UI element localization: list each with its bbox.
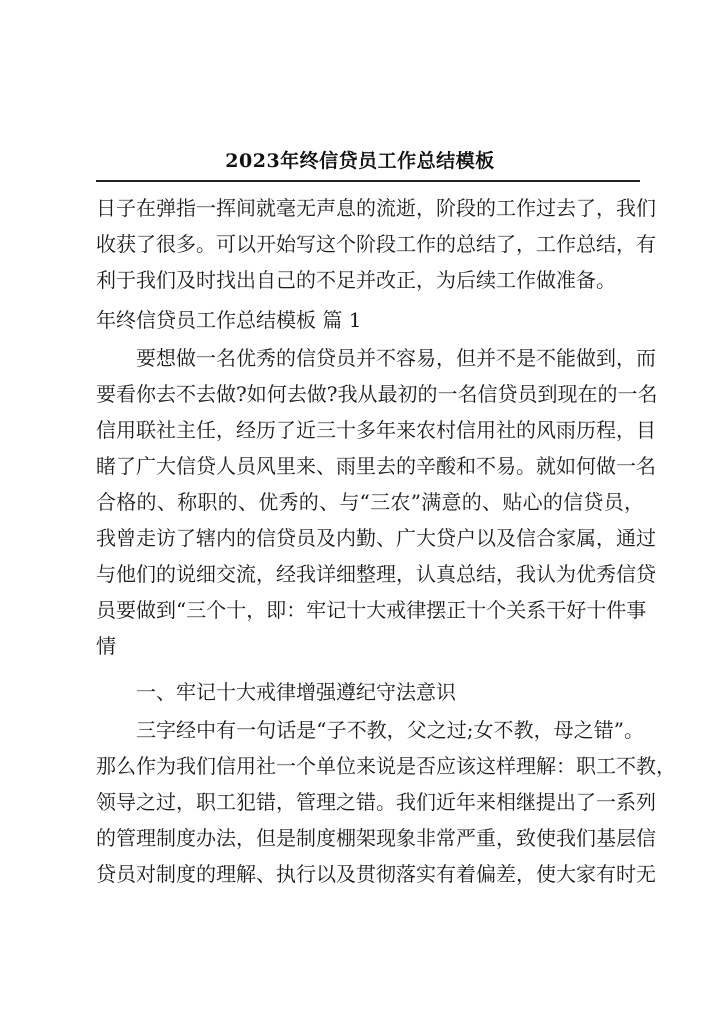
para2-line-4: 的管理制度办法，但是制度棚架现象非常严重，致使我们基层信	[96, 826, 656, 850]
intro-line-3: 利于我们及时找出自己的不足并改正，为后续工作做准备。	[96, 268, 616, 292]
para2-line-5: 贷员对制度的理解、执行以及贯彻落实有着偏差，使大家有时无	[96, 862, 656, 886]
title-divider	[96, 180, 640, 182]
intro-line-2: 收获了很多。可以开始写这个阶段工作的总结了，工作总结，有	[96, 232, 656, 256]
para1-line-5: 合格的、称职的、优秀的、与“三农”满意的、贴心的信贷员，	[96, 490, 644, 514]
para1-line-7: 与他们的说细交流，经我详细整理，认真总结，我认为优秀信贷	[96, 562, 656, 586]
para1-line-3: 信用联社主任，经历了近三十多年来农村信用社的风雨历程，目	[96, 418, 656, 442]
para1-line-4: 睹了广大信贷人员风里来、雨里去的辛酸和不易。就如何做一名	[96, 454, 656, 478]
document-title: 2023年终信贷员工作总结模板	[225, 150, 495, 172]
para1-line-1: 要想做一名优秀的信贷员并不容易，但并不是不能做到，而	[136, 346, 656, 370]
para2-line-3: 领导之过，职工犯错，管理之错。我们近年来相继提出了一系列	[96, 790, 656, 814]
intro-line-1: 日子在弹指一挥间就毫无声息的流逝，阶段的工作过去了，我们	[96, 196, 656, 220]
para1-line-2: 要看你去不去做?如何去做?我从最初的一名信贷员到现在的一名	[96, 382, 658, 406]
para1-line-8: 员要做到“三个十，即：牢记十大戒律摆正十个关系干好十件事	[96, 598, 647, 622]
para1-line-9: 情	[96, 634, 116, 658]
section-title: 年终信贷员工作总结模板 篇 1	[96, 308, 362, 332]
subheading: 一、牢记十大戒律增强遵纪守法意识	[136, 680, 456, 704]
para1-line-6: 我曾走访了辖内的信贷员及内勤、广大贷户以及信合家属，通过	[96, 526, 656, 550]
para2-line-1: 三字经中有一句话是“子不教，父之过;女不教，母之错”。	[136, 718, 644, 742]
para2-line-2: 那么作为我们信用社一个单位来说是否应该这样理解：职工不教，	[96, 754, 676, 778]
